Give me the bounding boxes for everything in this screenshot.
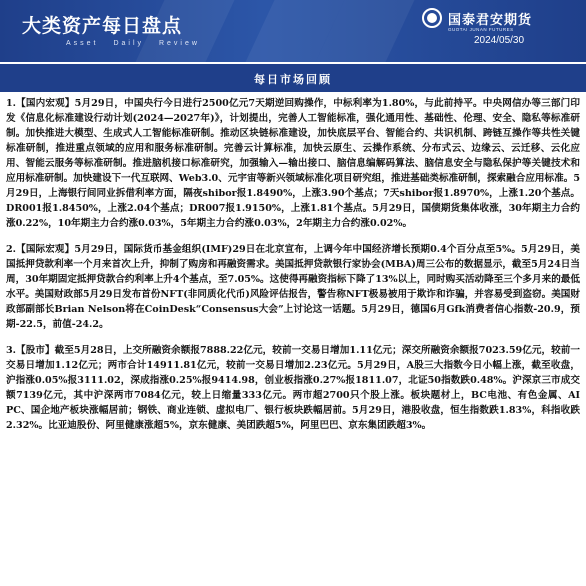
paragraph-domestic-macro: 1.【国内宏观】5月29日，中国央行今日进行2500亿元7天期逆回购操作，中标利率为1.80%，与此前持平。中央网信办等三部门印发《信息化标准建设行动计划(2024—2027年)》，计划提出，完善人工智能标准，强化通用性、基础性、伦理、安全、隐私等标准研制。加快推进大模型、生成式人工智能标准研制。推动区块链标准建设，加快底层平台、智能合约、共识机制、跨链互操作等共性关键标准研制，推进重点领域的应用和服务标准研制。完善云计算标准，加快云原生、云操作系统、分布式云、边缘云、云迁移、云化应用、智能云服务等标准研制。推进脑机接口标准研究，加强输入—输出接口、脑信息编解码算法、脑信息安全与隐私保护等关键技术和应用标准研制。加快建设下一代互联网、Web3.0、元宇宙等新兴领域标准化项目研究组，推进基础类标准研制，探索融合应用标准。5月29日，上海银行间同业拆借利率方面，隔夜shibor报1.8490%，上涨3.90个基点；7天shibor报1.8970%，上涨1.20个基点。DR001报1.8450%，上涨2.04个基点；DR007报1.9150%，上涨1.81个基点。5月29日，国债期货集体收涨，30年期主力合约涨0.22%，10年期主力合约涨0.03%，5年期主力合约涨0.03%，2年期主力合约涨0.02%。 (6, 98, 580, 229)
company-logo-icon (422, 8, 442, 28)
brand-logo-group (422, 8, 532, 28)
section-header (0, 62, 586, 92)
brand-name-en: GUOTAI JUNAN FUTURES (448, 27, 514, 32)
report-subtitle-en (66, 40, 210, 47)
subtitle-word: Review (158, 40, 200, 47)
brand-name: 国泰君安期货 (448, 12, 533, 28)
section-title: 每日市场回顾 (254, 73, 332, 86)
paragraph-international-macro: 2.【国际宏观】5月29日，国际货币基金组织(IMF)29日在北京宣布，上调今年中国经济增长预期0.4个百分点至5%。5月29日，美国抵押贷款利率一个月来首次上升，抑制了购房和再融资需求。美国抵押贷款银行家协会(MBA)周三公布的数据显示，截至5月24日当周，30年期固定抵押贷款合约利率上升4个基点，至7.05%。这使得再融资指标下降了13%以上，同时购买活动降至三个多月来的最低水平。美国财政部5月29日发布首份NFT(非同质化代币)风险评估报告，警告称NFT极易被用于欺诈和诈骗，并容易受到盗窃。美国财政部副部长Brian Nelson将在CoinDesk“Consensus大会”上讨论这一话题。5月29日，德国6月Gfk消费者信心指数-20.9，预期-22.5，前值-24.2。 (6, 244, 580, 330)
report-header (0, 0, 586, 62)
report-date: 2024/05/30 (474, 35, 525, 46)
report-body (6, 96, 580, 433)
subtitle-word: Asset (66, 40, 99, 47)
subtitle-word: Daily (113, 40, 145, 47)
paragraph-stock-market: 3.【股市】截至5月28日，上交所融资余额报7888.22亿元，较前一交易日增加1.11亿元；深交所融资余额报7023.59亿元，较前一交易日增加1.12亿元；两市合计14911.81亿元，较前一交易日增加2.23亿元。5月29日，A股三大指数今日小幅上涨，截至收盘，沪指涨0.05%报3111.02，深成指涨0.25%报9414.98，创业板指涨0.27%报1811.07，北证50指数跌0.48%。沪深京三市成交额7139亿元，其中沪深两市7084亿元，较上日缩量333亿元。两市超2700只个股上涨。板块题材上，BC电池、有色金属、AI PC、国企地产板块涨幅居前；钢铁、商业连锁、虚拟电厂、银行板块跌幅居前。5月29日，港股收盘，恒生指数跌1.83%，科指收跌2.32%。比亚迪股份、阿里健康涨超5%，京东健康、美团跌超5%，阿里巴巴、京东集团跌超3%。 (6, 345, 580, 431)
report-title: 大类资产每日盘点 (22, 15, 183, 37)
